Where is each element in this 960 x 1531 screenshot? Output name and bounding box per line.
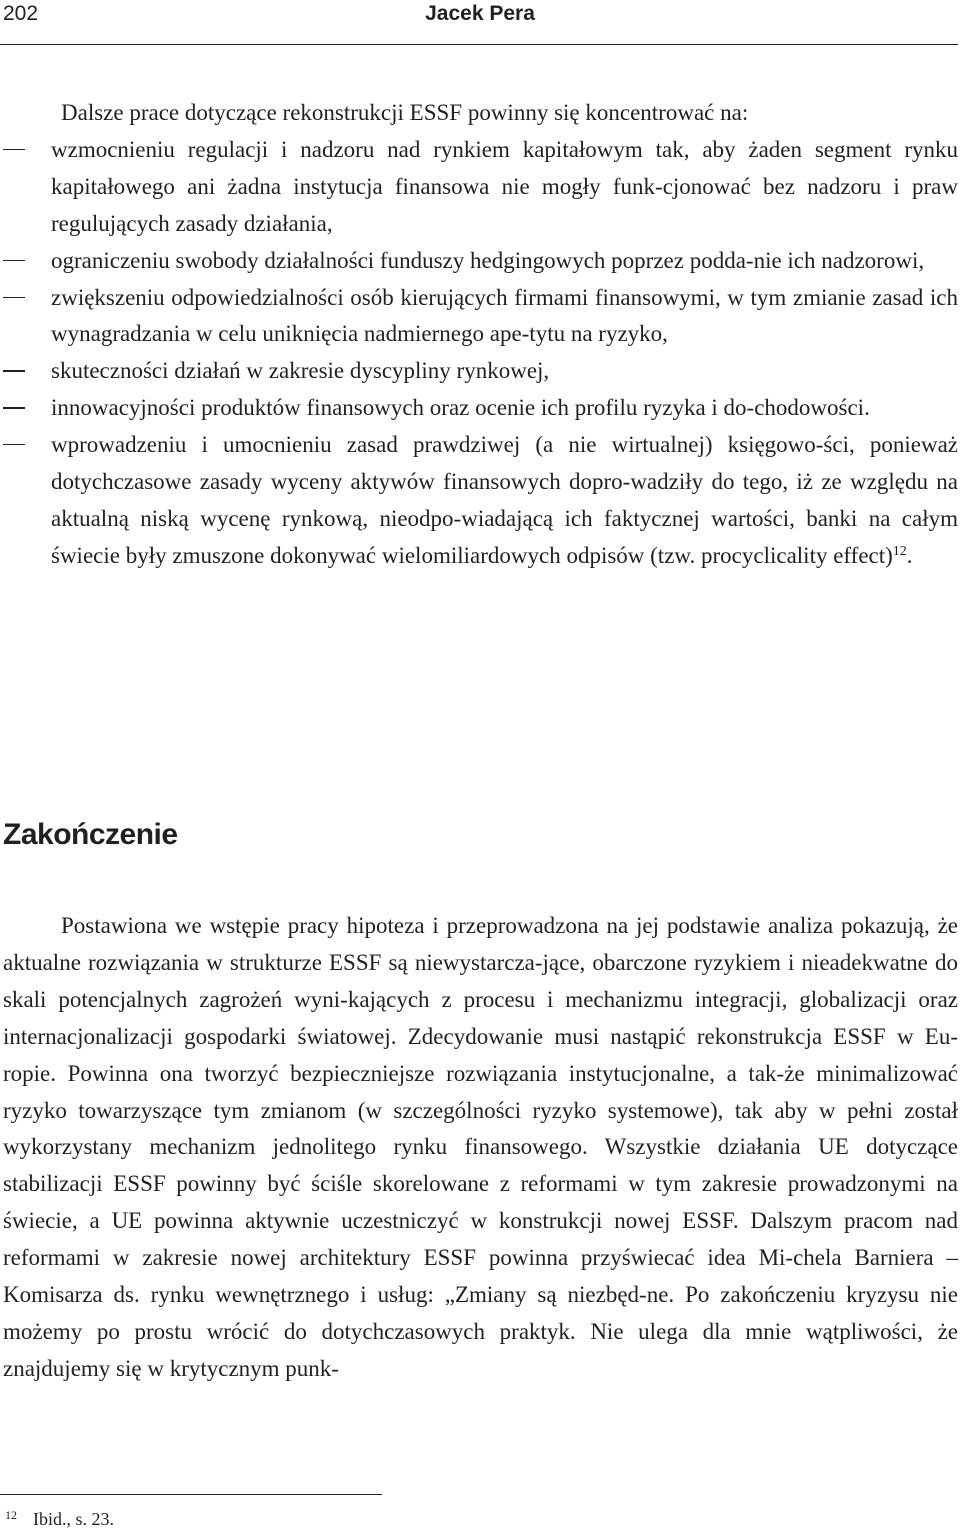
dash-bullet <box>3 370 25 371</box>
list-item <box>3 132 958 243</box>
list-item-text: skuteczności działań w zakresie dyscypliny rynkowej, <box>51 358 550 384</box>
list-item <box>3 427 958 575</box>
list-item-text: innowacyjności produktów finansowych oraz ocenie ich profilu ryzyka i do-chodowości. <box>51 395 870 421</box>
list-item <box>3 390 958 427</box>
section-heading: Zakończenie <box>3 818 178 851</box>
list-item-text: wzmocnieniu regulacji i nadzoru nad rynkiem kapitałowym tak, aby żaden segment rynku kapitałowego ani żadna instytucja finansowa nie mogły funk-cjonować bez nadzoru i praw regulujących zasady działania, <box>51 136 958 236</box>
running-header <box>0 2 960 32</box>
intro-paragraph: Dalsze prace dotyczące rekonstrukcji ESSF powinny się koncentrować na: <box>61 100 749 125</box>
running-head-author: Jacek Pera <box>425 2 535 25</box>
list-item-end: . <box>906 542 913 568</box>
footnote <box>5 1503 605 1531</box>
list-item-text: zwiększeniu odpowiedzialności osób kierujących firmami finansowymi, w tym zmianie zasad ich wynagradzania w celu uniknięcia nadmiernego ape-tytu na ryzyko, <box>51 284 958 347</box>
footnote-reference[interactable]: 12 <box>892 543 907 559</box>
dash-bullet <box>3 297 25 298</box>
footnote-text: Ibid., s. 23. <box>33 1509 114 1529</box>
list-item-text: wprowadzeniu i umocnieniu zasad prawdziwej (a nie wirtualnej) księgowo-ści, ponieważ dotychczasowe zasady wyceny aktywów finansowych dopro-wadziły do tego, iż ze względu na aktualną niską wycenę rynkową, nieodpo-wiadającą ich faktycznej wartości, banki na całym świecie były zmuszone dokonywać wielomiliardowych odpisów (tzw. procyclicality effect) <box>51 432 958 568</box>
dash-bullet <box>3 407 25 408</box>
footnote-number: 12 <box>5 1508 17 1522</box>
list-item-text: ograniczeniu swobody działalności funduszy hedgingowych poprzez podda-nie ich nadzorowi, <box>51 247 925 273</box>
conclusion-paragraph: Postawiona we wstępie pracy hipoteza i przeprowadzona na jej podstawie analiza pokazują, że aktualne rozwiązania w strukturze ESSF są niewystarcza-jące, obarczone ryzykiem i nieadekwatne do skali potencjalnych zagrożeń wyni-kających z procesu i mechanizmu integracji, globalizacji oraz internacjonalizacji gospodarki światowej. Zdecydowanie musi nastąpić rekonstrukcja ESSF w Eu-ropie. Powinna ona tworzyć bezpieczniejsze rozwiązania instytucjonalne, a tak-że minimalizować ryzyko towarzyszące tym zmianom (w szczególności ryzyko systemowe), tak aby w pełni został wykorzystany mechanizm jednolitego rynku finansowego. Wszystkie działania UE dotyczące stabilizacji ESSF powinny być ściśle skorelowane z reformami w tym zakresie prowadzonymi na świecie, a UE powinna aktywnie uczestniczyć w konstrukcji nowej ESSF. Dalszym pracom nad reformami w zakresie nowej architektury ESSF powinna przyświecać idea Mi-chela Barniera – Komisarza ds. rynku wewnętrznego i usług: „Zmiany są niezbęd-ne. Po zakończeniu kryzysu nie możemy po prostu wrócić do dotychczasowych praktyk. Nie ulega dla mnie wątpliwości, że znajdujemy się w krytycznym punk- <box>3 913 958 1381</box>
conclusion-body <box>3 908 958 1388</box>
page-number: 202 <box>3 2 39 25</box>
list-item <box>3 243 958 280</box>
footnote-rule <box>0 1494 382 1495</box>
list-item <box>3 280 958 354</box>
dash-bullet <box>3 149 25 150</box>
section-body <box>3 95 958 575</box>
dash-bullet <box>3 444 25 445</box>
list-item <box>3 353 958 390</box>
dash-bullet <box>3 260 25 261</box>
header-rule <box>0 44 958 45</box>
